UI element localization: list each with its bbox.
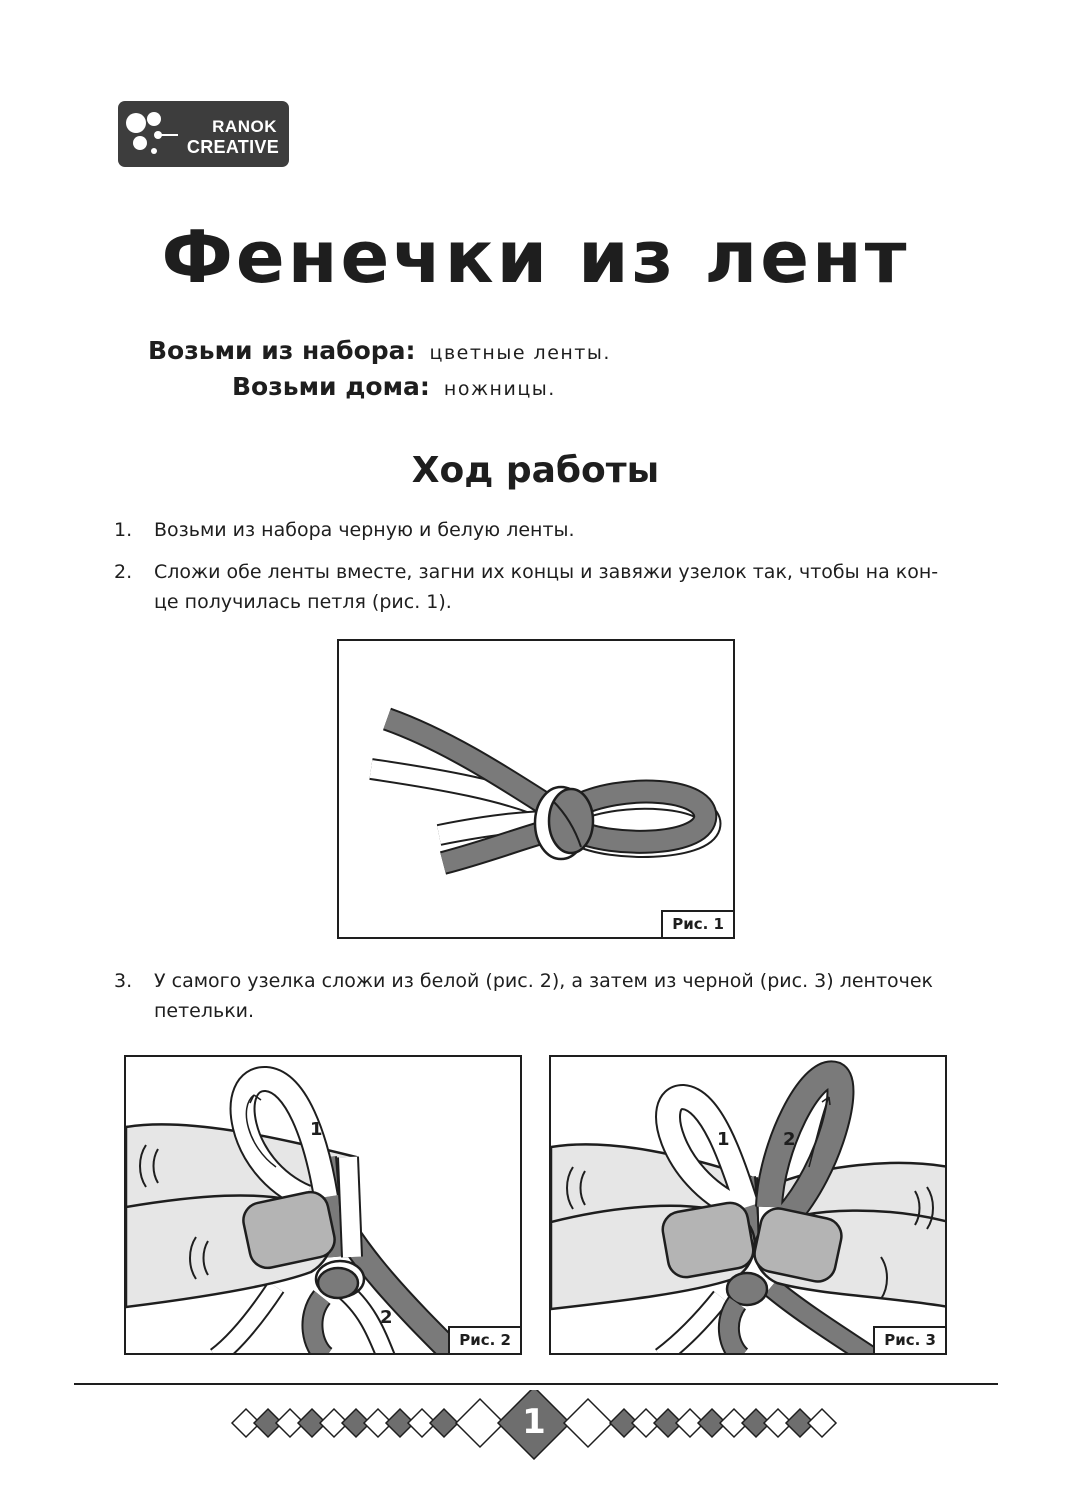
figure-3-label: Рис. 3 — [873, 1326, 945, 1353]
footer-divider — [74, 1383, 998, 1385]
step-number: 2. — [114, 561, 133, 583]
materials-from-home — [232, 372, 556, 401]
materials-from-kit — [148, 336, 611, 365]
step-text: Возьми из набора черную и белую ленты. — [154, 519, 575, 541]
figure-3-mark-1: 1 — [717, 1129, 730, 1150]
step-text-line-2: петельки. — [154, 1000, 255, 1022]
materials-from-kit-value: цветные ленты. — [429, 342, 611, 364]
step-text-line-1: Сложи обе ленты вместе, загни их концы и завяжи узелок так, чтобы на кон- — [154, 561, 939, 583]
figure-2-mark-2: 2 — [380, 1307, 393, 1328]
materials-from-home-label: Возьми дома: — [232, 372, 430, 401]
logo-bubbles-icon — [118, 101, 178, 167]
black-loop-illustration — [551, 1057, 947, 1355]
figure-2-mark-1: 1 — [310, 1119, 323, 1140]
step-text-line-2: це получилась петля (рис. 1). — [154, 591, 452, 613]
figure-1 — [337, 639, 735, 939]
figure-2-label: Рис. 2 — [448, 1326, 520, 1353]
logo-text-ranok: RANOK — [212, 117, 277, 136]
step-text-line-1: У самого узелка сложи из белой (рис. 2), а затем из черной (рис. 3) ленточек — [154, 970, 934, 992]
step-1 — [114, 515, 964, 545]
materials-from-home-value: ножницы. — [443, 378, 556, 400]
figure-2 — [124, 1055, 522, 1355]
white-loop-illustration — [126, 1057, 522, 1355]
step-3 — [114, 966, 974, 1026]
logo-text-creative: CREATIVE — [186, 137, 279, 157]
materials-from-kit-label: Возьми из набора: — [148, 336, 416, 365]
figure-1-label: Рис. 1 — [661, 910, 733, 937]
figure-3 — [549, 1055, 947, 1355]
page-title: Фенечки из лент — [161, 215, 910, 299]
section-title: Ход работы — [411, 450, 660, 491]
step-2 — [114, 557, 964, 617]
figure-3-mark-2: 2 — [783, 1129, 796, 1150]
knot-loop-illustration — [339, 641, 735, 939]
step-number: 1. — [114, 519, 133, 541]
brand-logo — [118, 101, 289, 167]
step-number: 3. — [114, 970, 133, 992]
page-number: 1 — [522, 1402, 546, 1442]
